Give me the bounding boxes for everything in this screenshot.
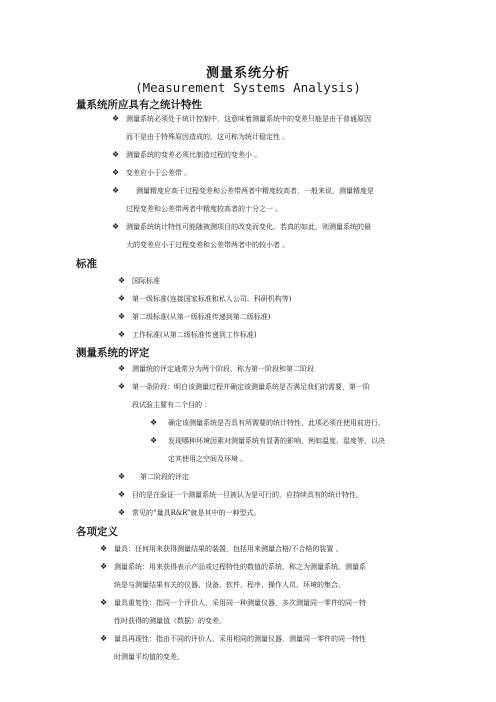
section-heading-standards: 标准 xyxy=(76,258,97,270)
list-item xyxy=(112,218,371,236)
list-item-text: 第二级标准(从第一级标准传递到第二级标准) xyxy=(132,313,271,321)
list-item-continuation: 大的变差应小于过程变差和公差带两者中的较小者 。 xyxy=(126,241,290,249)
page-title: 测量系统分析 xyxy=(205,66,290,81)
list-item xyxy=(118,272,160,290)
list-item xyxy=(100,540,343,558)
bullet-icon: ❖ xyxy=(100,544,108,553)
bullet-icon: ❖ xyxy=(118,330,126,339)
list-item xyxy=(112,146,261,164)
list-item-text: 确定该测量系统是否具有所需要的统计特性，此项必须在使用前进行。 xyxy=(168,419,385,427)
bullet-icon: ❖ xyxy=(118,382,126,391)
sub-list-item xyxy=(150,414,385,432)
list-item-text: 工作标准(从第二级标准传递到工作标准) xyxy=(132,331,257,339)
list-item xyxy=(118,468,189,486)
list-item-text: 第二阶段的评定 xyxy=(140,473,189,481)
list-item-text: 量具重复性：指同一个评价人，采用同一种测量仪器，多次测量同一零件的同一特 xyxy=(114,599,366,607)
list-item xyxy=(118,504,261,522)
list-item-text: 国际标准 xyxy=(132,277,160,285)
list-item xyxy=(118,360,314,378)
list-item-text: 常见的“量具R&R”就是其中的一种型式。 xyxy=(132,509,261,517)
bullet-icon: ❖ xyxy=(118,312,126,321)
list-item-continuation: 时测量平均值的变差。 xyxy=(114,653,184,661)
bullet-icon: ❖ xyxy=(118,294,126,303)
list-item-text: 测量系统统计特性可能随被测项目的改变而变化。若真的如此，则测量系统的最 xyxy=(126,223,371,231)
list-item-text: 测量系统的变差必须比制造过程的变差小 。 xyxy=(126,151,262,159)
section-heading-evaluation: 测量系统的评定 xyxy=(76,347,150,359)
bullet-icon: ❖ xyxy=(150,436,158,445)
list-item xyxy=(100,630,366,648)
list-item-text: 第一条阶段：明白该测量过程并确定该测量系统是否满足我们的需要，第一阶 xyxy=(132,383,370,391)
bullet-icon: ❖ xyxy=(100,562,108,571)
bullet-icon: ❖ xyxy=(118,472,126,481)
sub-list-item xyxy=(150,432,385,450)
list-item-continuation: 段试验主要有二个目的 ： xyxy=(132,401,212,409)
list-item xyxy=(100,558,366,576)
list-item xyxy=(118,308,270,326)
list-item-continuation: 性时获得的测量值（数据）的变差。 xyxy=(114,617,226,625)
list-item-continuation: 定其使用之空间及环境 。 xyxy=(168,455,248,463)
bullet-icon: ❖ xyxy=(100,598,108,607)
list-item xyxy=(118,378,370,396)
list-item xyxy=(112,182,374,200)
list-item-text: 发现哪种环境因素对测量系统有显著的影响，例如温度、湿度等，以决 xyxy=(168,437,385,445)
bullet-icon: ❖ xyxy=(112,222,120,231)
bullet-icon: ❖ xyxy=(112,168,120,177)
section-heading-statistical-properties: 量系统所应具有之统计特性 xyxy=(76,99,202,111)
bullet-icon: ❖ xyxy=(100,634,108,643)
section-heading-definitions: 各项定义 xyxy=(76,526,118,538)
list-item xyxy=(118,486,363,504)
list-item-text: 变差应小于公差带 。 xyxy=(126,169,192,177)
bullet-icon: ❖ xyxy=(112,186,120,195)
page-subtitle: (Measurement Systems Analysis) xyxy=(135,80,361,95)
bullet-icon: ❖ xyxy=(118,276,126,285)
bullet-icon: ❖ xyxy=(118,364,126,373)
list-item xyxy=(118,290,291,308)
list-item xyxy=(112,110,371,128)
list-item xyxy=(100,594,366,612)
list-item-text: 第一级标准(连接国家标准和私人公司、科研机构等) xyxy=(132,295,292,303)
list-item-text: 测量精度应高于过程变差和公差带两者中精度较高者，一般来说，测量精度是 xyxy=(136,187,374,195)
list-item-text: 测量系统：用来获得表示产品或过程特性的数值的系统，称之为测量系统。测量系 xyxy=(114,563,366,571)
list-item-text: 测量系统必须处于统计控制中，这意味着测量系统中的变差只能是由于普通原因 xyxy=(126,115,371,123)
list-item xyxy=(118,326,256,344)
list-item-continuation: 统是与测量结果有关的仪器、设备、软件、程序、操作人员、环境的集合。 xyxy=(114,581,345,589)
list-item-continuation: 过程变差和公差带两者中精度较高者的十分之一 。 xyxy=(126,205,283,213)
list-item-text: 测量统的评定通常分为两个阶段，称为第一阶段和第二阶段 xyxy=(132,365,314,373)
list-item-text: 量具再现性：指由不同的评价人，采用相同的测量仪器，测量同一零件的同一特性 xyxy=(114,635,366,643)
bullet-icon: ❖ xyxy=(150,418,158,427)
list-item-text: 量具：任何用来获得测量结果的装置，包括用来测量合格/不合格的装置 。 xyxy=(114,545,343,553)
bullet-icon: ❖ xyxy=(118,490,126,499)
bullet-icon: ❖ xyxy=(118,508,126,517)
bullet-icon: ❖ xyxy=(112,150,120,159)
list-item xyxy=(112,164,191,182)
list-item-continuation: 而不是由于特殊原因造成的。这可称为统计稳定性 。 xyxy=(126,133,290,141)
bullet-icon: ❖ xyxy=(112,114,120,123)
list-item-text: 目的是在验证一个测量系统一旦被认为是可行的，应持续具有的统计特性。 xyxy=(132,491,363,499)
